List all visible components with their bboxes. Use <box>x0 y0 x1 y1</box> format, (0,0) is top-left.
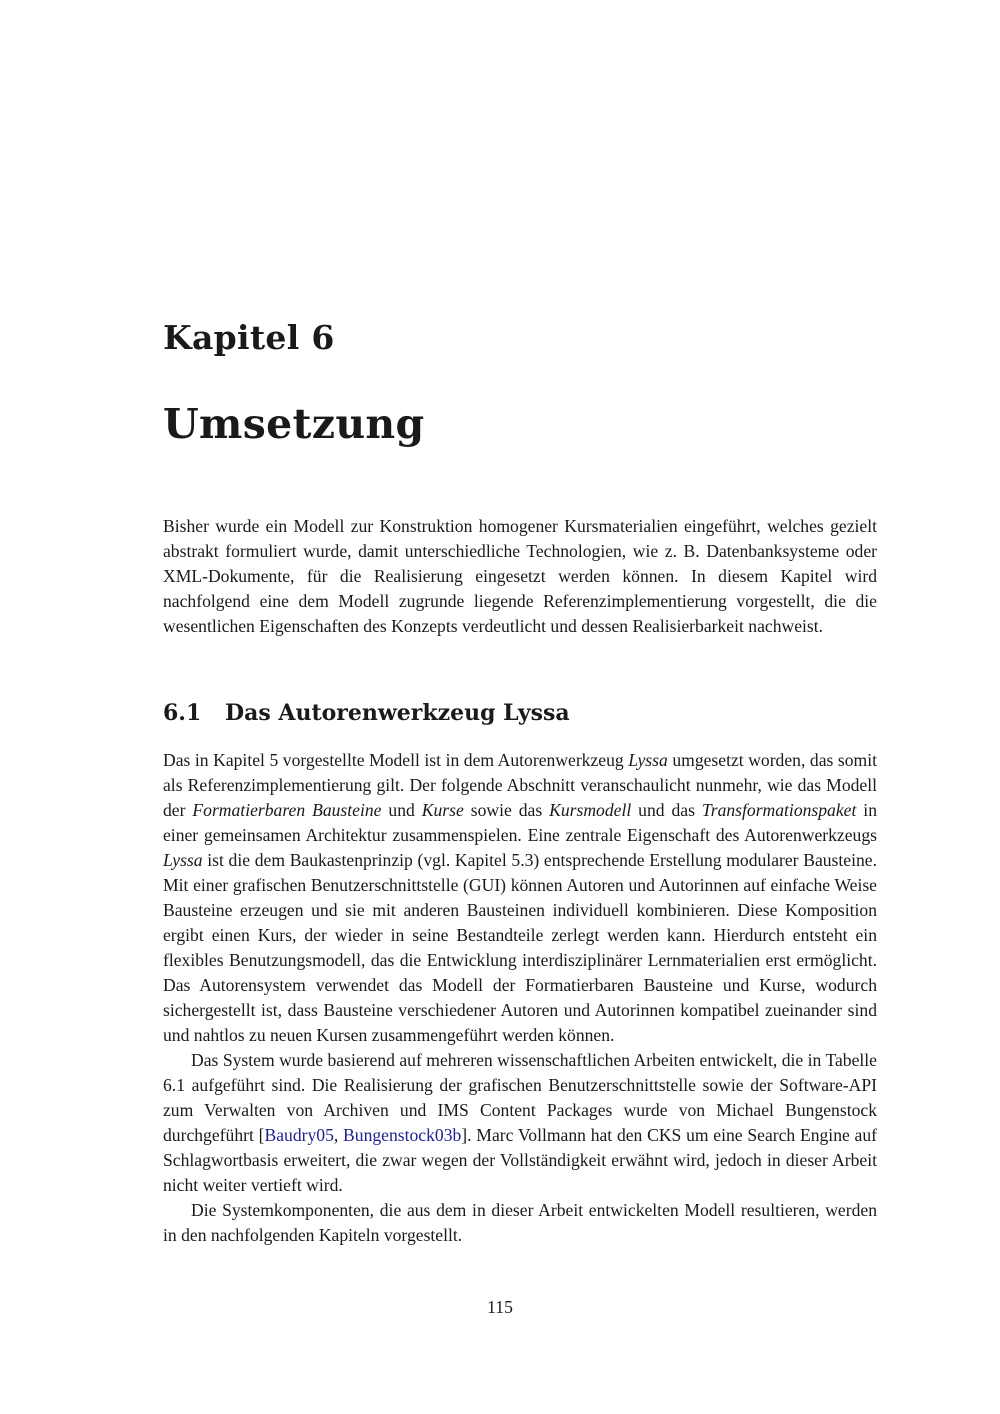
section-heading <box>163 700 570 726</box>
text-run: und <box>381 800 422 820</box>
paragraph-3: Die Systemkomponenten, die aus dem in dieser Arbeit entwickelten Modell resultieren, werden in den nachfolgenden Kapiteln vorgestellt. <box>163 1200 877 1245</box>
emphasis-formatierbaren-bausteine: Formatierbaren Bausteine <box>192 800 382 820</box>
text-run: umgesetzt worden, das somit als Referenzimplementierung gilt. Der folgende Abschnitt veranschaulicht nunmehr, wie das Modell der <box>163 750 877 820</box>
citation-link-bungenstock03b[interactable]: Bungenstock03b <box>343 1125 462 1145</box>
text-run: in einer gemeinsamen Architektur zusammenspielen. Eine zentrale Eigenschaft des Autorenwerkzeugs <box>163 800 877 845</box>
text-run: , <box>333 1125 344 1145</box>
section-body <box>163 748 877 1248</box>
intro-paragraph: Bisher wurde ein Modell zur Konstruktion homogener Kursmaterialien eingeführt, welches gezielt abstrakt formuliert wurde, damit unterschiedliche Technologien, wie z. B. Datenbanksysteme oder XML-Dokumente, für die Realisierung eingesetzt werden können. In diesem Kapitel wird nachfolgend eine dem Modell zugrunde liegende Referenzimplementierung vorgestellt, die die wesentlichen Eigenschaften des Konzepts verdeutlicht und dessen Realisierbarkeit nachweist. <box>163 516 877 636</box>
text-run: ]. Marc Vollmann hat den CKS um eine Search Engine auf Schlagwortbasis erweitert, die zwar wegen der Vollständigkeit erwähnt wird, jedoch in dieser Arbeit nicht weiter vertieft wird. <box>163 1125 878 1195</box>
paragraph-2 <box>163 1048 877 1198</box>
text-run: ist die dem Baukastenprinzip (vgl. Kapitel 5.3) entsprechende Erstellung modularer Bausteine. Mit einer grafischen Benutzerschnittstelle (GUI) können Autoren und Autorinnen auf einfache Weise Bausteine erzeugen und sie mit anderen Bausteinen individuell kombinieren. Diese Komposition ergibt einen Kurs, der wieder in seine Bestandteile zerlegt werden kann. Hierdurch entsteht ein flexibles Benutzungsmodell, das die Entwicklung interdisziplinärer Lernmaterialien erst ermöglicht. Das Autorensystem verwendet das Modell der Formatierbaren Bausteine und Kurse, wodurch sichergestellt ist, dass Bausteine verschiedener Autoren und Autorinnen kompatibel zueinander sind und nahtlos zu neuen Kursen zusammengeführt werden können. <box>163 850 877 1045</box>
section-number: 6.1 <box>163 700 202 726</box>
emphasis-transformationspaket: Transformationspaket <box>701 800 857 820</box>
text-run: Das in Kapitel 5 vorgestellte Modell ist in dem Autorenwerkzeug <box>163 750 629 770</box>
text-run: Das System wurde basierend auf mehreren wissenschaftlichen Arbeiten entwickelt, die in Tabelle 6.1 aufgeführt sind. Die Realisierung der grafischen Benutzerschnittstelle sowie der Software-API zum Verwalten von Archiven und IMS Content Packages wurde von Michael Bungenstock durchgeführt [ <box>163 1050 877 1145</box>
emphasis-lyssa: Lyssa <box>163 850 203 870</box>
emphasis-kurse: Kurse <box>421 800 464 820</box>
text-run: sowie das <box>463 800 550 820</box>
text-run: und das <box>631 800 702 820</box>
chapter-label: Kapitel 6 <box>163 318 335 357</box>
emphasis-kursmodell: Kursmodell <box>549 800 632 820</box>
section-title: Das Autorenwerkzeug Lyssa <box>225 700 570 726</box>
paragraph-1 <box>163 748 877 1048</box>
emphasis-lyssa: Lyssa <box>628 750 668 770</box>
citation-link-baudry05[interactable]: Baudry05 <box>264 1125 334 1145</box>
page-number: 115 <box>487 1297 513 1317</box>
chapter-title: Umsetzung <box>163 400 425 448</box>
